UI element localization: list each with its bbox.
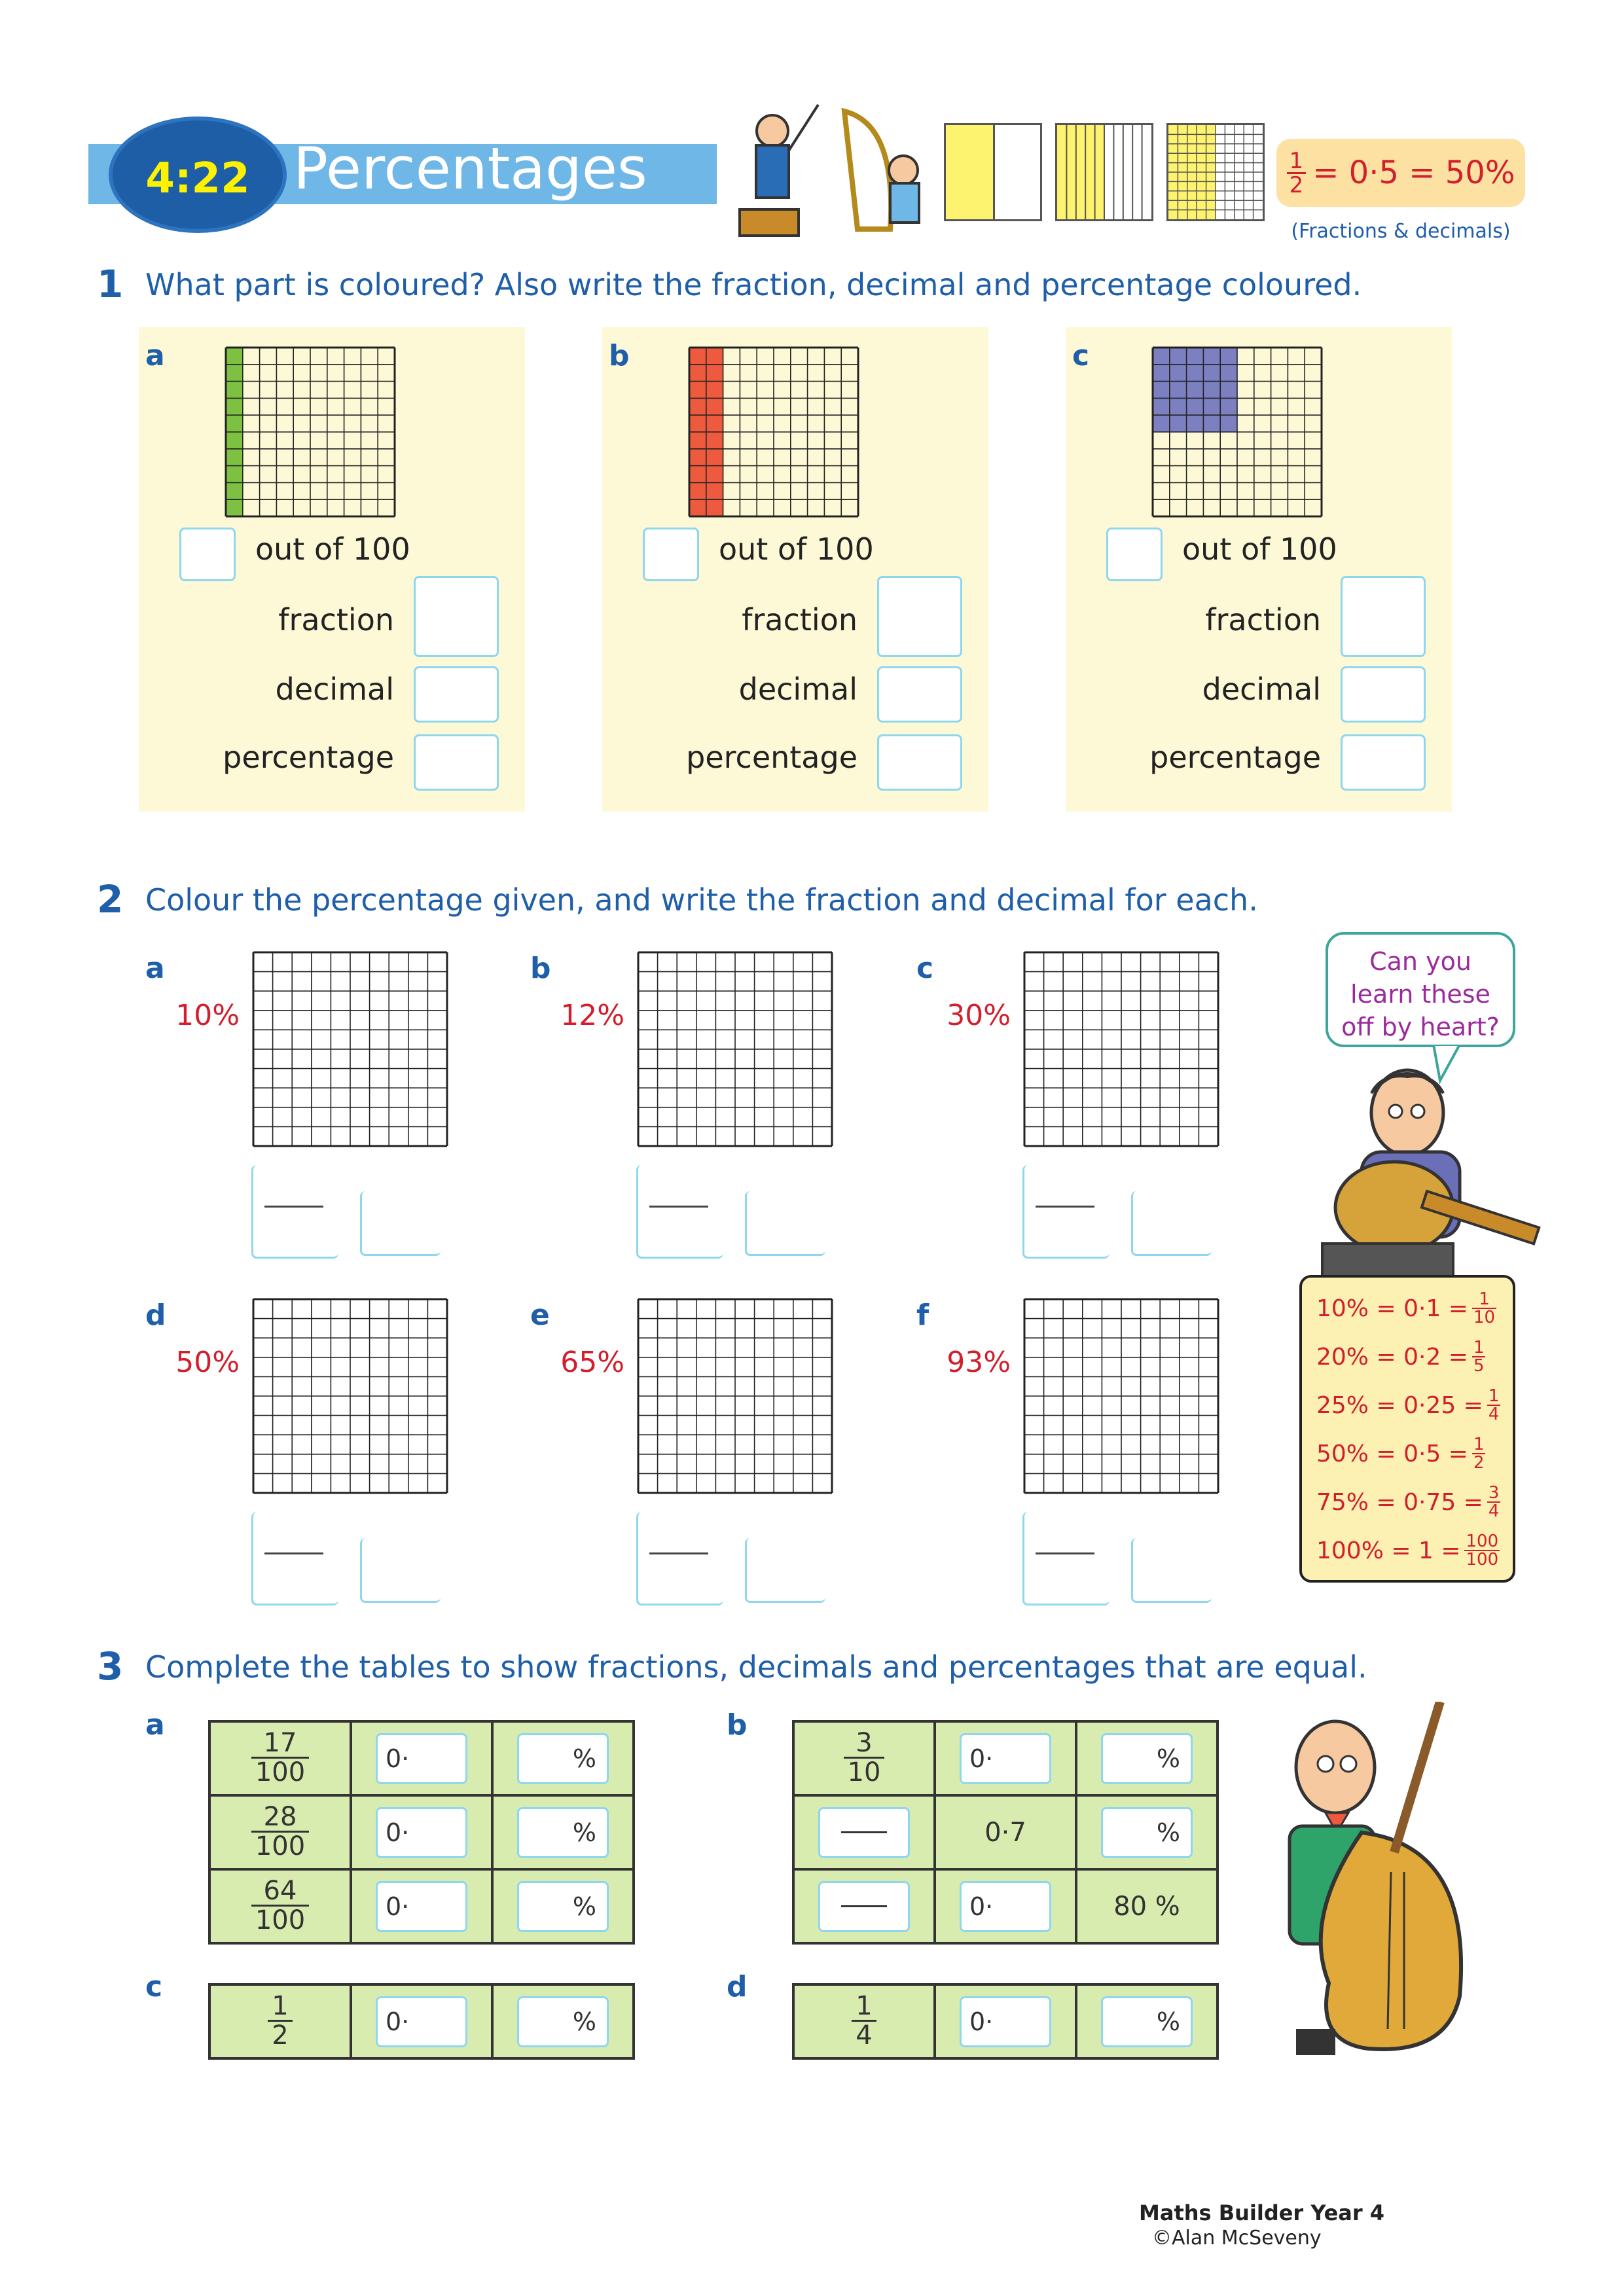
decimal-cell	[935, 1984, 1076, 2058]
fraction-input[interactable]	[818, 1807, 910, 1858]
q2-grid-wrap	[636, 1297, 834, 1498]
speech-line-2: learn these	[1350, 980, 1490, 1009]
table-row	[209, 1795, 634, 1869]
q2-item-letter: d	[145, 1299, 166, 1332]
decimal-input[interactable]	[360, 1538, 441, 1603]
fraction-cell	[793, 1869, 935, 1943]
fact-text: 25% = 0·25 =	[1316, 1391, 1483, 1419]
percent-cell	[492, 1869, 634, 1943]
fact-row	[1316, 1528, 1500, 1573]
q2-percent: 50%	[175, 1346, 240, 1379]
percent-cell	[492, 1984, 634, 2058]
decimal-input[interactable]	[745, 1191, 825, 1256]
q1-item-letter: c	[1072, 339, 1090, 372]
fraction-input[interactable]	[251, 1512, 338, 1605]
lesson-number: 4:22	[145, 154, 250, 203]
fraction-cell: $\frac{1}{2}$	[209, 1984, 351, 2058]
fact-fraction: $\frac{1}{4}$	[1488, 1386, 1500, 1424]
fact-text: 100% = 1 =	[1316, 1537, 1461, 1564]
out-of-100-input[interactable]	[643, 528, 699, 581]
decimal-cell	[935, 1721, 1076, 1795]
fact-row	[1316, 1382, 1500, 1428]
percent-cell: 80 %	[1076, 1869, 1218, 1943]
fraction-bar	[649, 1206, 708, 1208]
fraction-bar	[1036, 1552, 1094, 1554]
fraction-input[interactable]	[636, 1512, 723, 1605]
percent-input[interactable]: %	[1101, 1733, 1193, 1784]
fact-row	[1316, 1285, 1496, 1331]
hundred-grid[interactable]	[636, 1297, 834, 1495]
q1-item-letter: a	[145, 339, 165, 372]
percent-cell	[492, 1721, 634, 1795]
percentage-label: percentage	[223, 740, 394, 775]
percent-input[interactable]: %	[517, 1881, 609, 1932]
speech-line-3: off by heart?	[1341, 1013, 1500, 1041]
decimal-label: decimal	[1202, 672, 1321, 707]
fraction-cell: $\frac{1}{4}$	[793, 1984, 935, 2058]
q2-percent: 93%	[947, 1346, 1011, 1379]
hundred-grid[interactable]	[1022, 1297, 1220, 1495]
percent-cell	[1076, 1721, 1218, 1795]
q3c-letter: c	[145, 1970, 163, 2003]
fraction-bar	[264, 1206, 323, 1208]
footer-copyright: ©Alan McSeveny	[1152, 2227, 1322, 2250]
footer-book: Maths Builder Year 4	[1139, 2200, 1385, 2225]
fraction-input[interactable]	[1022, 1165, 1110, 1259]
decimal-input[interactable]: 0·	[376, 1733, 467, 1784]
q3-number: 3	[97, 1644, 124, 1689]
q1-grid-wrap	[687, 346, 860, 521]
q2-grid-wrap	[1022, 950, 1220, 1151]
fact-row	[1316, 1479, 1500, 1525]
hundred-grid[interactable]	[1022, 950, 1220, 1148]
fraction-cell: $\frac{64}{100}$	[209, 1869, 351, 1943]
q2-percent: 12%	[560, 999, 624, 1032]
q2-grid-wrap	[636, 950, 834, 1151]
fraction-input[interactable]	[414, 576, 499, 657]
decimal-input[interactable]: 0·	[960, 1733, 1051, 1784]
table-row	[793, 1721, 1218, 1795]
hundred-grid[interactable]	[251, 1297, 449, 1495]
out-of-100-input[interactable]	[179, 528, 236, 581]
decimal-cell	[351, 1869, 492, 1943]
q3d-letter: d	[727, 1970, 748, 2003]
fact-text: 20% = 0·2 =	[1316, 1343, 1468, 1371]
q1-item-letter: b	[609, 339, 630, 372]
speech-line-1: Can you	[1369, 947, 1471, 976]
decimal-cell	[351, 1721, 492, 1795]
percent-input[interactable]: %	[517, 1996, 609, 2047]
speech-bubble	[1326, 932, 1515, 1047]
fact-text: 10% = 0·1 =	[1316, 1295, 1468, 1322]
decimal-input[interactable]: 0·	[376, 1881, 467, 1932]
decimal-label: decimal	[275, 672, 394, 707]
decimal-input[interactable]: 0·	[376, 1996, 467, 2047]
fact-text: 50% = 0·5 =	[1316, 1440, 1468, 1467]
q3a-letter: a	[145, 1708, 165, 1742]
hundred-grid[interactable]	[636, 950, 834, 1148]
percent-cell	[492, 1795, 634, 1869]
fraction-bar	[264, 1552, 323, 1554]
decimal-input[interactable]	[1131, 1538, 1212, 1603]
table-row	[793, 1984, 1218, 2058]
percent-input[interactable]: %	[517, 1807, 609, 1858]
decimal-input[interactable]	[414, 666, 499, 723]
table-row	[793, 1869, 1218, 1943]
decimal-input[interactable]: 0·	[960, 1996, 1051, 2047]
fact-fraction: $\frac{100}{100}$	[1466, 1532, 1499, 1570]
q3c-table	[208, 1983, 635, 2060]
fraction-input[interactable]	[877, 576, 962, 657]
q2-item-letter: b	[530, 952, 551, 985]
decimal-input[interactable]: 0·	[376, 1807, 467, 1858]
hundred-grid[interactable]	[251, 950, 449, 1148]
out-of-100-label: out of 100	[255, 531, 410, 567]
table-row	[209, 1984, 634, 2058]
musicians-illustration	[727, 98, 929, 242]
swatch-hundredths	[1166, 123, 1265, 221]
fraction-input[interactable]	[1341, 576, 1426, 657]
q2-item-letter: e	[530, 1299, 550, 1332]
note-fraction: $\frac{1}{2}$	[1287, 150, 1307, 196]
out-of-100-input[interactable]	[1106, 528, 1163, 581]
decimal-input[interactable]: 0·	[960, 1881, 1051, 1932]
table-row	[793, 1795, 1218, 1869]
fraction-label: fraction	[742, 602, 857, 637]
facts-box	[1299, 1275, 1515, 1583]
decimal-cell: 0·7	[935, 1795, 1076, 1869]
q2-number: 2	[97, 877, 124, 922]
fraction-input[interactable]	[251, 1165, 338, 1259]
fraction-cell: $\frac{17}{100}$	[209, 1721, 351, 1795]
hundred-grid[interactable]	[687, 346, 860, 518]
fraction-label: fraction	[278, 602, 394, 637]
decimal-input[interactable]	[745, 1538, 825, 1603]
decimal-input[interactable]	[360, 1191, 441, 1256]
note-equation: = 0·5 = 50%	[1312, 154, 1515, 191]
swatch-tenths	[1055, 123, 1153, 221]
out-of-100-label: out of 100	[719, 531, 874, 567]
fact-row	[1316, 1334, 1485, 1380]
fraction-input[interactable]	[1022, 1512, 1110, 1605]
q3d-table	[792, 1983, 1219, 2060]
fact-fraction: $\frac{1}{5}$	[1473, 1338, 1485, 1376]
fact-fraction: $\frac{1}{10}$	[1473, 1289, 1496, 1327]
fraction-bar	[649, 1552, 708, 1554]
hundred-grid[interactable]	[1151, 346, 1324, 518]
decimal-input[interactable]	[1131, 1191, 1212, 1256]
bass-player-illustration	[1263, 1702, 1512, 2068]
percent-input[interactable]: %	[1101, 1996, 1193, 2047]
fraction-cell: $\frac{28}{100}$	[209, 1795, 351, 1869]
q2-grid-wrap	[1022, 1297, 1220, 1498]
percent-input[interactable]: %	[517, 1733, 609, 1784]
percentage-label: percentage	[686, 740, 857, 775]
fact-fraction: $\frac{3}{4}$	[1488, 1483, 1500, 1521]
q2-percent: 65%	[560, 1346, 624, 1379]
q1-grid-wrap	[224, 346, 397, 521]
percent-input[interactable]: %	[1101, 1807, 1193, 1858]
q2-grid-wrap	[251, 1297, 449, 1498]
fact-fraction: $\frac{1}{2}$	[1473, 1435, 1485, 1473]
fraction-cell: $\frac{3}{10}$	[793, 1721, 935, 1795]
q2-item-letter: c	[916, 952, 934, 985]
q1-grid-wrap	[1151, 346, 1324, 521]
swatch-half	[944, 123, 1042, 221]
q3-text: Complete the tables to show fractions, decimals and percentages that are equal.	[145, 1649, 1367, 1685]
q3b-letter: b	[727, 1708, 748, 1742]
fact-row	[1316, 1431, 1485, 1477]
decimal-label: decimal	[738, 672, 857, 707]
lesson-badge	[109, 117, 287, 233]
page-title: Percentages	[293, 135, 647, 202]
out-of-100-label: out of 100	[1182, 531, 1337, 567]
decimal-input[interactable]	[1341, 666, 1426, 723]
decimal-cell	[935, 1869, 1076, 1943]
q2-item-letter: a	[145, 952, 165, 985]
note-caption: (Fractions & decimals)	[1291, 220, 1511, 243]
fraction-cell	[793, 1795, 935, 1869]
decimal-input[interactable]	[877, 666, 962, 723]
q1-text: What part is coloured? Also write the fraction, decimal and percentage coloured.	[145, 267, 1362, 302]
percentage-input[interactable]	[1341, 734, 1426, 791]
percent-cell	[1076, 1795, 1218, 1869]
q2-grid-wrap	[251, 950, 449, 1151]
q3a-table	[208, 1720, 635, 1945]
fraction-bar	[1036, 1206, 1094, 1208]
fact-text: 75% = 0·75 =	[1316, 1488, 1483, 1516]
decimal-cell	[351, 1795, 492, 1869]
table-row	[209, 1721, 634, 1795]
percentage-input[interactable]	[414, 734, 499, 791]
q3b-table	[792, 1720, 1219, 1945]
q2-percent: 10%	[175, 999, 240, 1032]
fraction-input[interactable]	[818, 1881, 910, 1932]
decimal-cell	[351, 1984, 492, 2058]
shaded-region	[1153, 348, 1237, 432]
percentage-label: percentage	[1149, 740, 1321, 775]
hundred-grid[interactable]	[224, 346, 397, 518]
q1-number: 1	[97, 262, 124, 306]
percentage-input[interactable]	[877, 734, 962, 791]
fraction-input[interactable]	[636, 1165, 723, 1259]
q2-item-letter: f	[916, 1299, 929, 1332]
q2-text: Colour the percentage given, and write the fraction and decimal for each.	[145, 882, 1258, 918]
q2-percent: 30%	[947, 999, 1011, 1032]
fraction-label: fraction	[1205, 602, 1321, 637]
guitar-player-illustration	[1303, 1060, 1558, 1283]
table-row	[209, 1869, 634, 1943]
percent-cell	[1076, 1984, 1218, 2058]
header-note	[1276, 139, 1525, 207]
